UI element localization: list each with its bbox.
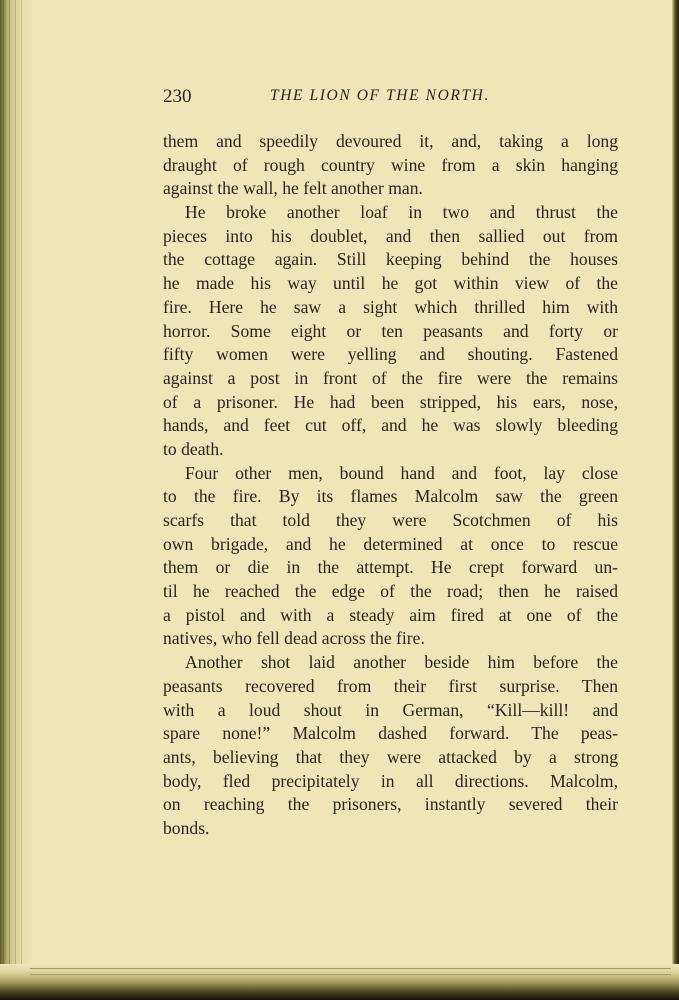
text-line: Another shot laid another beside him before the <box>185 652 618 673</box>
text-line: scarfs that told they were Scotchmen of his <box>163 510 618 530</box>
text-line: bonds. <box>163 817 210 838</box>
text-line: a pistol and with a steady aim fired at one of the <box>163 604 618 625</box>
text-line: pieces into his doublet, and then sallied out from <box>163 225 618 246</box>
page-edge-line <box>9 0 10 1000</box>
text-line: against the wall, he felt another man. <box>163 178 423 199</box>
text-line: them or die in the attempt. He crept forward un- <box>163 557 618 578</box>
text-line: spare none!” Malcolm dashed forward. The peas- <box>163 723 618 744</box>
text-line: to the fire. By its flames Malcolm saw the green <box>163 486 618 507</box>
page-stack-line <box>30 974 671 975</box>
page-stack-line <box>30 968 671 969</box>
text-line: hands, and feet cut off, and he was slowly bleeding <box>163 415 618 436</box>
text-line: against a post in front of the fire were the remains <box>163 367 618 388</box>
text-line: natives, who fell dead across the fire. <box>163 628 425 649</box>
text-line: on reaching the prisoners, instantly severed their <box>163 794 618 815</box>
text-line: fire. Here he saw a sight which thrilled him with <box>163 296 618 317</box>
text-line: with a loud shout in German, “Kill—kill! and <box>163 699 618 720</box>
paragraph <box>163 462 618 652</box>
body-text <box>163 130 618 841</box>
paragraph <box>163 201 618 462</box>
page-edge-line <box>21 0 22 1000</box>
text-line: own brigade, and he determined at once to rescue <box>163 533 618 554</box>
bottom-page-edge <box>0 964 679 1000</box>
text-line: draught of rough country wine from a skin hanging <box>163 154 618 175</box>
page-edge-line <box>15 0 16 1000</box>
text-line: the cottage again. Still keeping behind the houses <box>163 249 618 270</box>
paragraph <box>163 651 618 841</box>
running-head <box>163 86 618 112</box>
running-title: THE LION OF THE NORTH. <box>270 87 490 104</box>
right-page-edge <box>672 0 679 1000</box>
text-line: to death. <box>163 438 224 459</box>
text-line: of a prisoner. He had been stripped, his ears, nose, <box>163 391 618 412</box>
text-line: Four other men, bound hand and foot, lay close <box>185 462 618 483</box>
binding-edge <box>0 0 34 1000</box>
text-line: body, fled precipitately in all directions. Malcolm, <box>163 770 618 791</box>
text-line: them and speedily devoured it, and, taking a long <box>163 131 618 151</box>
text-line: he made his way until he got within view of the <box>163 273 618 294</box>
page-edge-line <box>3 0 4 1000</box>
text-line: ants, believing that they were attacked by a strong <box>163 746 618 767</box>
text-line: horror. Some eight or ten peasants and forty or <box>163 320 618 341</box>
text-line: peasants recovered from their first surprise. Then <box>163 675 618 696</box>
text-line: fifty women were yelling and shouting. Fastened <box>163 344 618 365</box>
text-line: He broke another loaf in two and thrust the <box>185 202 618 223</box>
text-line: til he reached the edge of the road; then he raised <box>163 581 618 602</box>
page-number: 230 <box>163 86 192 107</box>
paragraph <box>163 130 618 201</box>
